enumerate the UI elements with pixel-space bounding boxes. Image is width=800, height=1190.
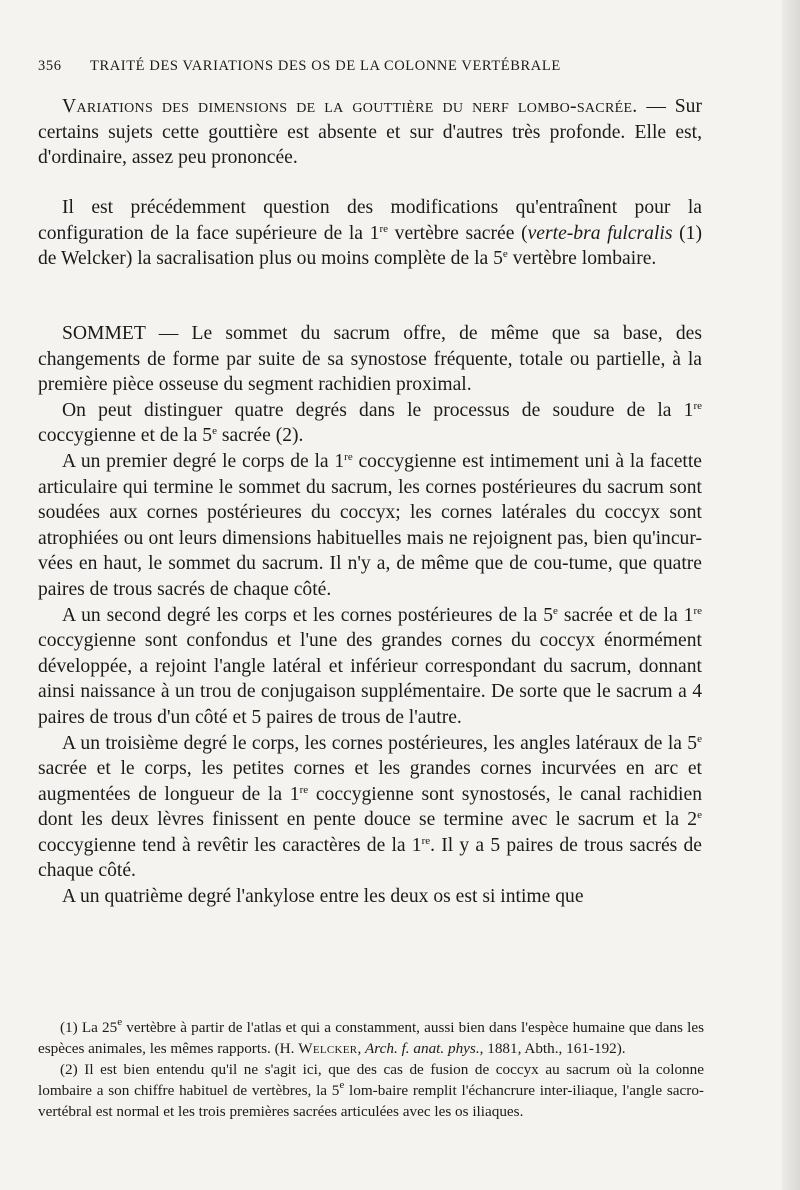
section-fulcralis [38,195,702,272]
superscript: re [344,450,353,463]
paragraph-text: (1) de Welcker) la sacralisation plus ou moins complète de la 5 [38,222,703,270]
paragraph-text: A un premier degré le corps de la 1 [62,450,345,472]
paragraph-text: A un troisième degré le corps, les cornes postérieures, les angles latéraux de la 5 [62,732,698,754]
paragraph-premier-degre [38,449,702,603]
section-text: Sur certains sujets cette gouttière est absente et sur d'autres très profonde. Elle est, d'ordinaire, assez peu prononcée. [38,96,702,169]
superscript: re [299,783,309,796]
running-title: TRAITÉ DES VARIATIONS DES OS DE LA COLONNE VERTÉBRALE [90,58,561,74]
footnote-author: Welcker [298,1040,358,1057]
footnote-text: , [357,1040,366,1057]
footnote-1 [38,1017,704,1059]
superscript: re [379,222,388,235]
superscript: re [693,604,702,617]
latin-term: verte-bra fulcralis [527,222,673,244]
section-gouttiere [38,94,702,171]
paragraph-sommet-intro: SOMMET — Le sommet du sacrum offre, de même que sa base, des changements de forme par suite de sa synostose fréquente, totale ou partielle, à la première pièce osseuse du segment rachidien proximal. [38,323,702,396]
superscript: e [502,248,508,261]
footnote-text: , 1881, Abth., 161-192). [479,1040,626,1057]
footnote-text: (2) Il est bien entendu qu'il ne s'agit ici, que des cas de fusion de coccyx au sacrum où la colonne lombaire a son chiffre habituel de vertèbres, la 5 [38,1061,704,1099]
footnote-text: lom-baire remplit l'échancrure inter-iliaque, l'angle sacro-vertébral est normal et les trois premières sacrées articulées avec les os iliaques. [38,1082,704,1120]
paragraph-troisieme-degre [38,731,702,885]
superscript: re [693,399,702,412]
page-number: 356 [38,58,62,74]
paragraph-text: coccygienne et de la 5 [38,425,213,447]
paragraph-text: sacrée et le corps, les petites cornes et les grandes cornes incurvées en arc et augmentées de longueur de la 1 [38,758,702,805]
paragraph-text: coccygienne sont synostosés, le canal rachidien dont les deux lèvres finissent en pente douce se termine avec le sacrum et la 2 [38,783,702,831]
footnote-2 [38,1059,704,1122]
footnote-text: (1) La 25 [60,1019,118,1036]
paragraph-second-degre [38,603,702,731]
paragraph-text: A un second degré les corps et les cornes postérieures de la 5 [62,604,554,626]
paragraph-text: vertèbre lombaire. [507,248,657,270]
paragraph-text: coccygienne sont confondus et l'une des grandes cornes du coccyx énormément développée, a rejoint l'angle latéral et inférieur correspondant du sacrum, donnant ainsi naissance à un trou de conjugaison supplémentaire. De sorte que le sacrum a 4 paires de trous d'un côté et 5 paires de trous de l'autre. [38,630,702,728]
footnote-text: vertèbre à partir de l'atlas et qui a constamment, aussi bien dans l'espèce humaine que dans les espèces animales, les mêmes rapports. (H. [38,1019,704,1057]
superscript: e [697,809,702,822]
paragraph-text: sacrée (2). [216,425,304,447]
paragraph-text: . Il y a 5 paires de trous sacrés de chaque côté. [38,834,702,882]
page-edge-shadow [782,0,800,1190]
superscript: re [421,834,431,847]
paragraph-degres [38,398,702,449]
paragraph-text: Il est précédemment question des modifications qu'entraînent pour la configuration de la face supérieure de la 1 [38,197,702,244]
section-heading: Variations des dimensions de la gouttière du nerf lombo-sacrée. — [62,96,667,117]
paragraph-text: coccygienne tend à revêtir les caractères de la 1 [38,834,422,856]
superscript: e [697,732,702,745]
running-header [38,58,688,75]
footnote-journal: Arch. f. anat. phys. [365,1040,480,1057]
superscript: e [553,604,558,617]
paragraph-text: On peut distinguer quatre degrés dans le processus de soudure de la 1 [62,399,694,421]
paragraph-text: vertèbre sacrée ( [387,222,528,244]
section-sommet [38,321,702,910]
paragraph-quatrieme-degre: A un quatrième degré l'ankylose entre les deux os est si intime que [62,886,584,908]
superscript: e [212,425,217,438]
footnotes [38,1017,704,1122]
paragraph-text: coccygienne est intimement uni à la facette articulaire qui termine le sommet du sacrum, les cornes postérieures du sacrum sont soudées aux cornes postérieures du coccyx; les cornes latérales du coccyx sont atrophiées ou ont leurs dimensions habituelles mais ne rejoignent pas, bien qu'incur-vées en haut, le sommet du sacrum. Il n'y a, de même que de cou-tume, que quatre paires de trous sacrés de chaque côté. [38,450,702,600]
superscript: e [339,1079,345,1091]
paragraph-text: sacrée et de la 1 [557,604,694,626]
superscript: e [117,1016,123,1028]
